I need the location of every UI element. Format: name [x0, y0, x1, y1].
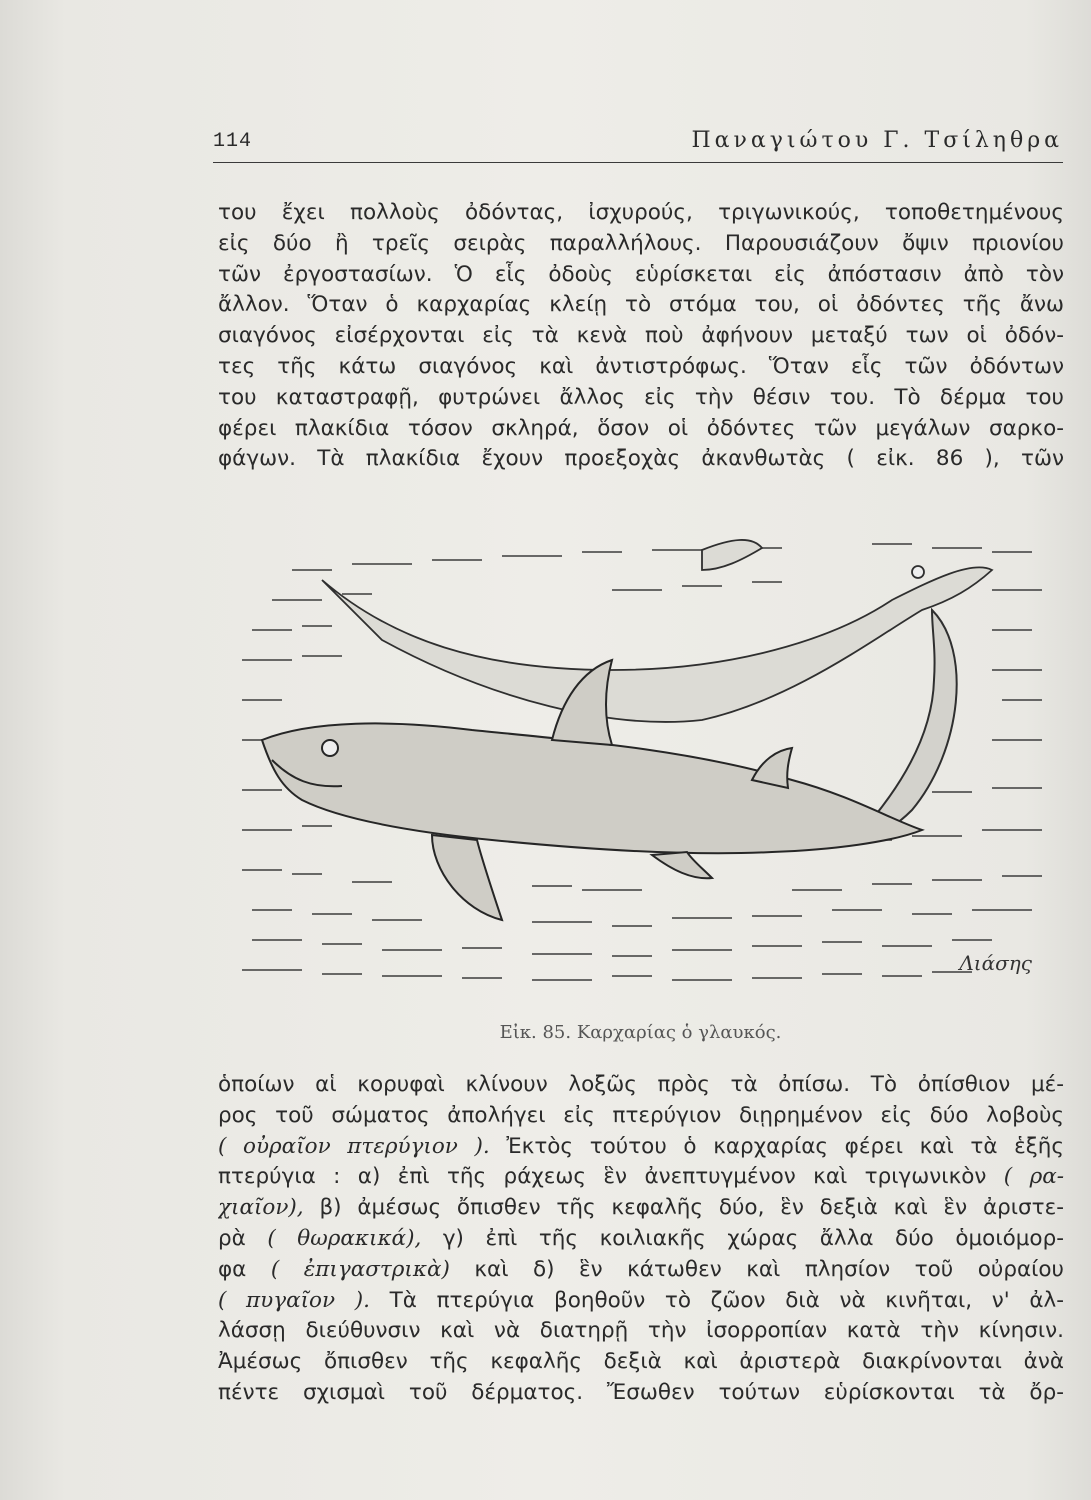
term-italic: ( ρα- [986, 1164, 1064, 1190]
text-run: Τὰ πτερύγια βοηθοῦν τὸ ζῶον διὰ νὰ κινῆται, ν' ἀλ- [369, 1287, 1064, 1313]
text-line: τες τῆς κάτω σιαγόνος καὶ ἀντιστρόφως. Ὅταν εἷς τῶν ὀδόντων [218, 353, 1064, 379]
text-line: πέντε σχισμαὶ τοῦ δέρματος. Ἔσωθεν τούτων εὑρίσκονται τὰ ὄρ- [218, 1379, 1064, 1405]
text-run: ρὰ [218, 1225, 246, 1251]
text-run: γ) ἐπὶ τῆς κοιλιακῆς χώρας ἄλλα δύο ὁμοιόμορ- [421, 1225, 1064, 1251]
term-italic: ( οὐραῖον πτερύγιον ). [218, 1133, 490, 1159]
text-line: λάσσῃ διεύθυνσιν καὶ νὰ διατηρῇ τὴν ἰσορροπίαν κατὰ τὴν κίνησιν. [218, 1318, 1064, 1344]
term-italic: ( ἐπιγαστρικὰ) [246, 1256, 450, 1282]
text-run: πτερύγια : α) ἐπὶ τῆς ράχεως ἓν ἀνεπτυγμένον καὶ τριγωνικὸν [218, 1164, 987, 1190]
text-line: ὁποίων αἱ κορυφαὶ κλίνουν λοξῶς πρὸς τὰ ὀπίσω. Τὸ ὀπίσθιον μέ- [218, 1072, 1064, 1097]
body-text-bottom [218, 1070, 1064, 1409]
text-line: ἄλλον. Ὅταν ὁ καρχαρίας κλείῃ τὸ στόμα του, οἱ ὀδόντες τῆς ἄνω [218, 292, 1064, 318]
text-line [218, 1286, 1064, 1317]
page-number: 114 [213, 130, 253, 153]
upper-shark [322, 540, 992, 722]
text-line [218, 1132, 1064, 1163]
text-line: του ἔχει πολλοὺς ὀδόντας, ἰσχυρούς, τριγωνικούς, τοποθετημένους [218, 200, 1064, 225]
term-italic: χιαῖον), [218, 1195, 304, 1221]
text-run: β) ἀμέσως ὄπισθεν τῆς κεφαλῆς δύο, ἓν δεξιὰ καὶ ἓν ἀριστε- [303, 1195, 1064, 1221]
running-head: Παναγιώτου Γ. Τσίληθρα [691, 128, 1063, 153]
text-run: φα [218, 1256, 247, 1282]
text-run: καὶ δ) ἓν κάτωθεν καὶ πλησίον τοῦ οὐραίου [449, 1256, 1064, 1282]
body-text-top [218, 198, 1064, 475]
artist-signature: Λιάσης [959, 951, 1032, 975]
term-italic: ( πυγαῖον ). [218, 1287, 370, 1313]
figure-caption: Εἰκ. 85. Καρχαρίας ὁ γλαυκός. [499, 1022, 782, 1043]
main-shark [262, 660, 922, 920]
text-run: Ἐκτὸς τούτου ὁ καρχαρίας φέρει καὶ τὰ ἑξῆς [489, 1133, 1064, 1159]
term-italic: ( θωρακικά), [245, 1225, 422, 1251]
page-header [213, 128, 1063, 163]
text-line [218, 1162, 1064, 1193]
text-line [218, 1193, 1064, 1224]
text-line [218, 1255, 1064, 1286]
text-line: τῶν ἐργοστασίων. Ὁ εἷς ὀδοὺς εὑρίσκεται εἰς ἀπόστασιν ἀπὸ τὸν [218, 261, 1064, 287]
text-line [218, 1224, 1064, 1255]
text-line: εἰς δύο ἢ τρεῖς σειρὰς παραλλήλους. Παρουσιάζουν ὄψιν πριονίου [218, 230, 1064, 256]
text-line: του καταστραφῇ, φυτρώνει ἄλλος εἰς τὴν θέσιν του. Τὸ δέρμα του [218, 384, 1064, 410]
text-line: σιαγόνος εἰσέρχονται εἰς τὰ κενὰ ποὺ ἀφήνουν μεταξύ των οἱ ὀδόν- [218, 323, 1064, 349]
text-line: ρος τοῦ σώματος ἀπολήγει εἰς πτερύγιον διῃρημένον εἰς δύο λοβοὺς [218, 1102, 1064, 1128]
text-line: φάγων. Τὰ πλακίδια ἔχουν προεξοχὰς ἀκανθωτὰς ( εἰκ. 86 ), τῶν [218, 446, 1064, 472]
text-line: Ἀμέσως ὄπισθεν τῆς κεφαλῆς δεξιὰ καὶ ἀριστερὰ διακρίνονται ἀνὰ [218, 1349, 1064, 1375]
shark-illustration [232, 530, 1054, 1010]
text-line: φέρει πλακίδια τόσον σκληρά, ὅσον οἱ ὀδόντες τῶν μεγάλων σαρκο- [218, 415, 1064, 441]
